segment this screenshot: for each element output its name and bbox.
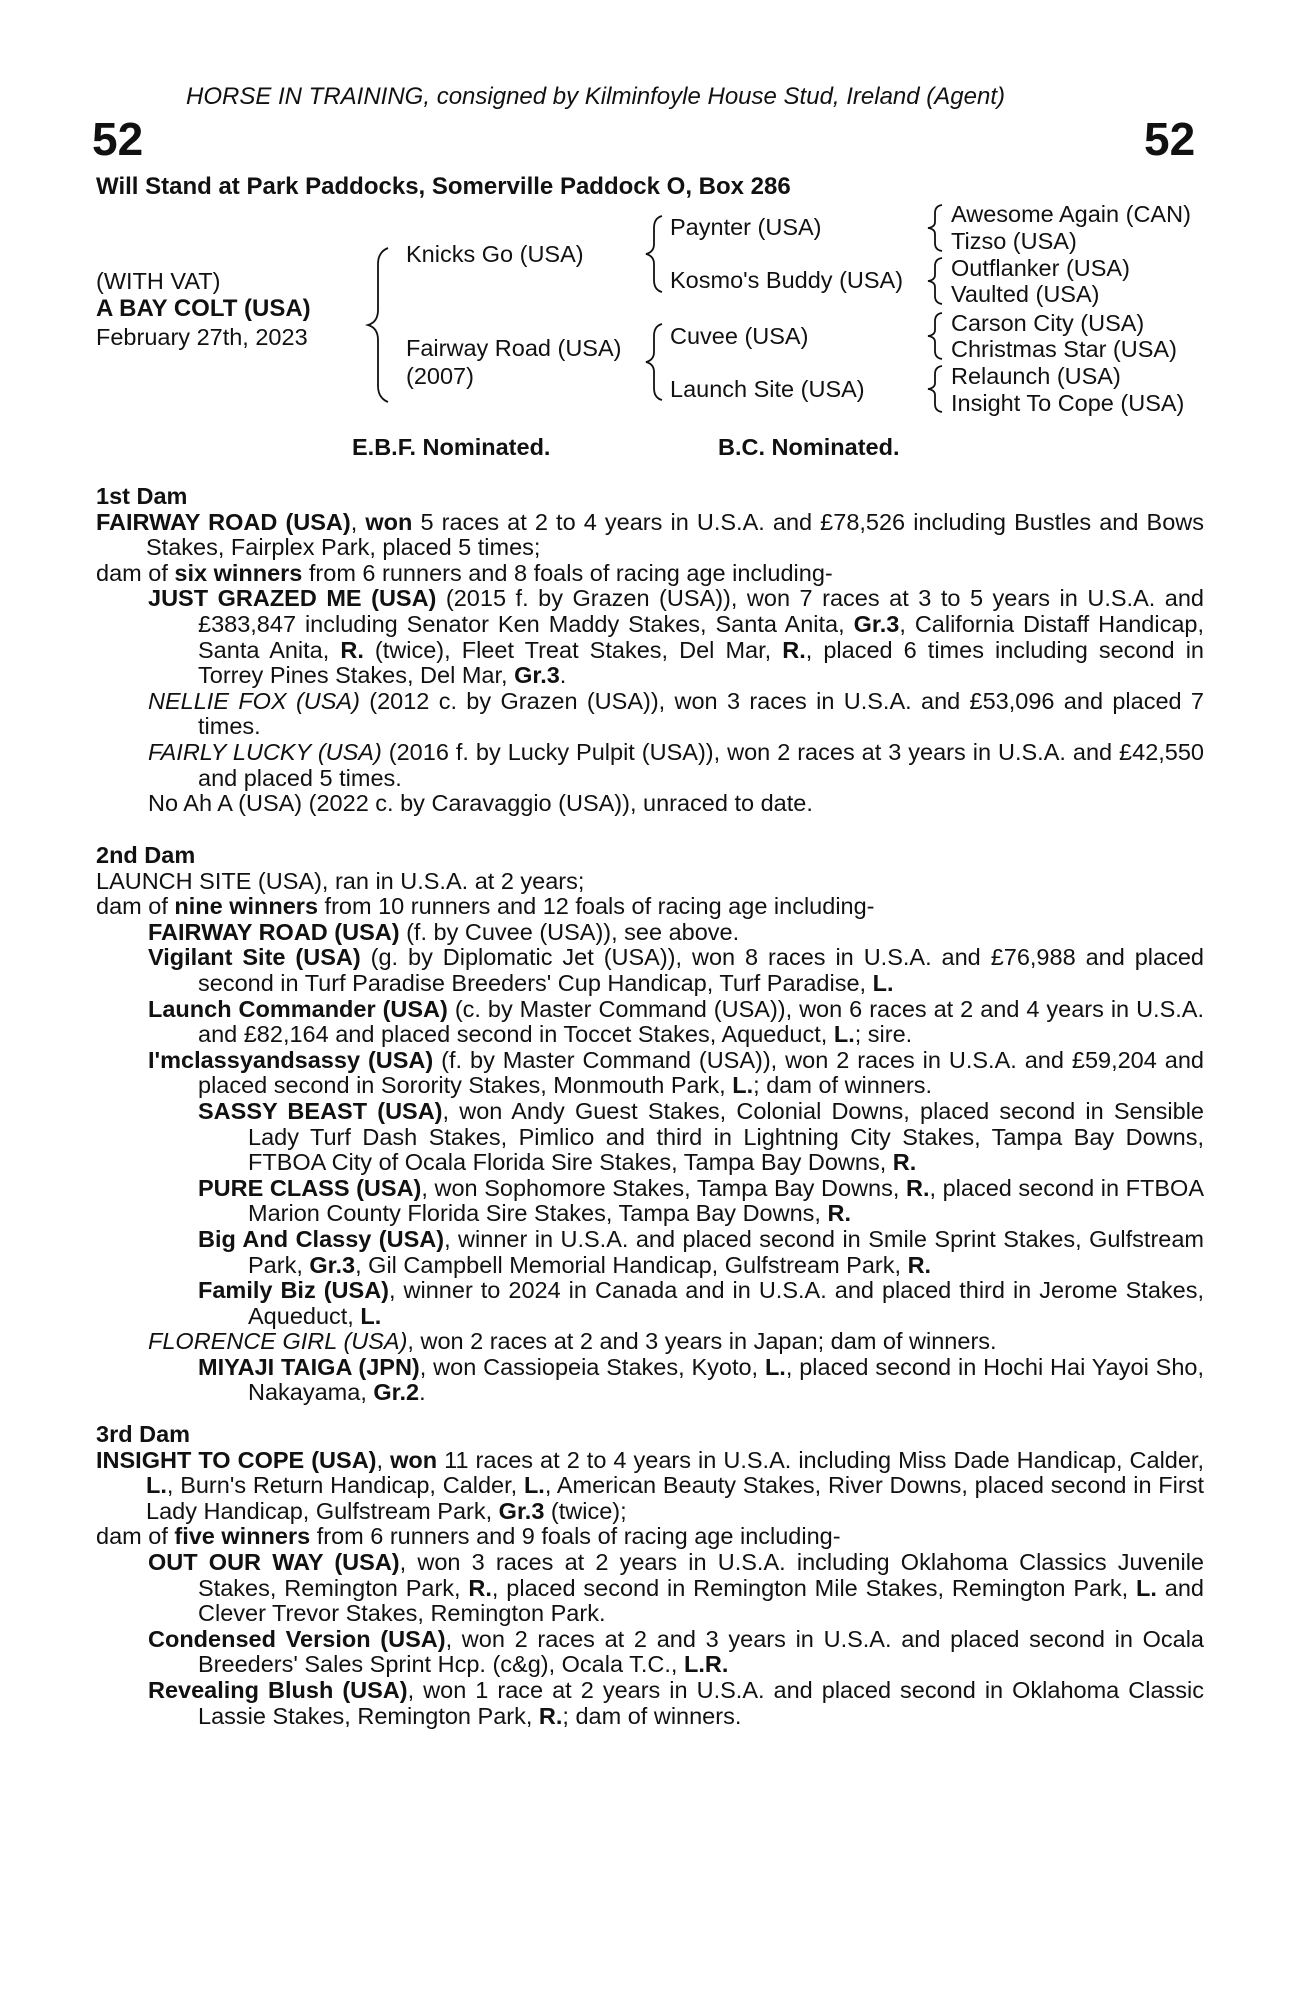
second-dam-produce-summary: dam of nine winners from 10 runners and 12 foals of racing age including- — [96, 893, 875, 920]
produce-entry: Vigilant Site (USA) (g. by Diplomatic Jet (USA)), won 8 races in U.S.A. and £76,988 and placed second in Turf Paradise Breeders' Cup Handicap, Turf Paradise, L. — [148, 944, 1204, 996]
produce-name: NELLIE FOX (USA) — [148, 687, 360, 714]
pedigree-brace-dam — [642, 322, 664, 402]
grandparent-2: Tizso (USA) — [951, 228, 1077, 254]
first-dam-record: FAIRWAY ROAD (USA), won 5 races at 2 to 4 years in U.S.A. and £78,526 including Bustles and Bows Stakes, Fairplex Park, placed 5 times; — [96, 508, 1205, 561]
second-dam-section — [96, 843, 1204, 1406]
produce-entry: Condensed Version (USA), won 2 races at 2 and 3 years in U.S.A. and placed second in Ocala Breeders' Sales Sprint Hcp. (c&g), Ocala T.C., L.R. — [148, 1625, 1204, 1678]
grand-produce-entry: SASSY BEAST (USA), won Andy Guest Stakes, Colonial Downs, placed second in Sensible Lady Turf Dash Stakes, Pimlico and third in Lightning City Stakes, Tampa Bay Downs, FTBOA City of Ocala Florida Sire Stakes, Tampa Bay Downs, R. — [198, 1097, 1204, 1176]
sire-sire: Paynter (USA) — [670, 214, 822, 240]
grand-produce-entry: Family Biz (USA), winner to 2024 in Canada and in U.S.A. and placed third in Jerome Stakes, Aqueduct, L. — [198, 1277, 1205, 1329]
foaling-date: February 27th, 2023 — [96, 324, 308, 350]
sire: Knicks Go (USA) — [406, 241, 584, 267]
lot-number-left: 52 — [92, 113, 144, 165]
produce-name: MIYAJI TAIGA (JPN) — [198, 1353, 420, 1380]
second-dam-heading: 2nd Dam — [96, 842, 196, 868]
ebf-nomination: E.B.F. Nominated. — [352, 434, 551, 460]
produce-entry: FAIRWAY ROAD (USA) (f. by Cuvee (USA)), see above. — [148, 918, 740, 945]
grandparent-6: Christmas Star (USA) — [951, 336, 1177, 362]
dam-dam: Launch Site (USA) — [670, 376, 865, 402]
lot-subject-name: A BAY COLT (USA) — [96, 295, 311, 322]
produce-name: OUT OUR WAY (USA) — [148, 1548, 400, 1575]
produce-name: FAIRLY LUCKY (USA) — [148, 738, 382, 765]
first-dam-produce-summary: dam of six winners from 6 runners and 8 foals of racing age including- — [96, 559, 833, 586]
third-dam-heading: 3rd Dam — [96, 1421, 191, 1447]
grandparent-1: Awesome Again (CAN) — [951, 201, 1191, 227]
dam-year: (2007) — [406, 363, 474, 389]
produce-name: PURE CLASS (USA) — [198, 1174, 422, 1201]
grandparent-4: Vaulted (USA) — [951, 281, 1100, 307]
first-dam-won: won — [365, 508, 413, 535]
produce-entry: NELLIE FOX (USA) (2012 c. by Grazen (USA)), won 3 races in U.S.A. and £53,096 and placed 7 times. — [148, 687, 1204, 740]
produce-name: FLORENCE GIRL (USA) — [148, 1328, 408, 1355]
produce-name: I'mclassyandsassy (USA) — [148, 1046, 434, 1073]
produce-name: Family Biz (USA) — [198, 1277, 389, 1304]
third-dam-produce-summary: dam of five winners from 6 runners and 9 foals of racing age including- — [96, 1523, 841, 1550]
consignor-line: HORSE IN TRAINING, consigned by Kilminfoyle House Stud, Ireland (Agent) — [186, 83, 1005, 110]
lot-number-right: 52 — [1144, 113, 1196, 165]
produce-name: Launch Commander (USA) — [148, 995, 448, 1022]
pedigree-brace-g4 — [924, 364, 944, 414]
first-dam-name: FAIRWAY ROAD (USA) — [96, 508, 351, 535]
produce-name: FAIRWAY ROAD (USA) — [148, 918, 400, 945]
pedigree-brace-main — [364, 246, 392, 404]
second-dam-record: LAUNCH SITE (USA), ran in U.S.A. at 2 years; — [96, 867, 585, 894]
produce-entry: JUST GRAZED ME (USA) (2015 f. by Grazen (USA)), won 7 races at 3 to 5 years in U.S.A. and £383,847 including Senator Ken Maddy Stakes, Santa Anita, Gr.3, California Distaff Handicap, Santa Anita, R. (twice), Fleet Treat Stakes, Del Mar, R., placed 6 times including second in Torrey Pines Stakes, Del Mar, Gr.3. — [148, 585, 1204, 689]
produce-entry: FAIRLY LUCKY (USA) (2016 f. by Lucky Pulpit (USA)), won 2 races at 3 years in U.S.A. and £42,550 and placed 5 times. — [148, 738, 1204, 791]
pedigree-brace-g2 — [924, 256, 944, 306]
produce-entry: I'mclassyandsassy (USA) (f. by Master Command (USA)), won 2 races in U.S.A. and £59,204 and placed second in Sorority Stakes, Monmouth Park, L.; dam of winners. — [148, 1046, 1204, 1099]
third-dam-name: INSIGHT TO COPE (USA) — [96, 1446, 377, 1473]
pedigree-brace-g3 — [924, 311, 944, 361]
pedigree-brace-g1 — [924, 203, 944, 253]
third-dam-section — [96, 1422, 1204, 1729]
grandparent-5: Carson City (USA) — [951, 310, 1145, 336]
grand-produce-entry: Big And Classy (USA), winner in U.S.A. and placed second in Smile Sprint Stakes, Gulfstream Park, Gr.3, Gil Campbell Memorial Handicap, Gulfstream Park, R. — [198, 1225, 1204, 1278]
produce-name: Revealing Blush (USA) — [148, 1676, 408, 1703]
third-dam-record: INSIGHT TO COPE (USA), won 11 races at 2 to 4 years in U.S.A. including Miss Dade Handicap, Calder, L., Burn's Return Handicap, Calder, L., American Beauty Stakes, River Downs, placed second in First Lady Handicap, Gulfstream Park, Gr.3 (twice); — [96, 1446, 1204, 1524]
produce-entry: No Ah A (USA) (2022 c. by Caravaggio (USA)), unraced to date. — [148, 790, 813, 817]
produce-name: Condensed Version (USA) — [148, 1625, 446, 1652]
vat-note: (WITH VAT) — [96, 268, 221, 294]
grand-produce-entry: PURE CLASS (USA), won Sophomore Stakes, Tampa Bay Downs, R., placed second in FTBOA Marion County Florida Sire Stakes, Tampa Bay Downs, R. — [198, 1174, 1205, 1227]
grandparent-8: Insight To Cope (USA) — [951, 390, 1185, 416]
pedigree-brace-sire — [642, 214, 664, 294]
stand-line: Will Stand at Park Paddocks, Somerville Paddock O, Box 286 — [96, 173, 791, 200]
dam: Fairway Road (USA) — [406, 335, 622, 361]
produce-entry: Revealing Blush (USA), won 1 race at 2 years in U.S.A. and placed second in Oklahoma Classic Lassie Stakes, Remington Park, R.; dam of winners. — [148, 1676, 1204, 1729]
produce-entry: Launch Commander (USA) (c. by Master Command (USA)), won 6 races at 2 and 4 years in U.S.A. and £82,164 and placed second in Toccet Stakes, Aqueduct, L.; sire. — [148, 995, 1204, 1048]
produce-entry: OUT OUR WAY (USA), won 3 races at 2 years in U.S.A. including Oklahoma Classics Juvenile Stakes, Remington Park, R., placed second in Remington Mile Stakes, Remington Park, L. and Clever Trevor Stakes, Remington Park. — [148, 1548, 1204, 1627]
bc-nomination: B.C. Nominated. — [718, 434, 900, 460]
grand-produce-entry: MIYAJI TAIGA (JPN), won Cassiopeia Stakes, Kyoto, L., placed second in Hochi Hai Yayoi Sho, Nakayama, Gr.2. — [198, 1353, 1204, 1406]
produce-entry: FLORENCE GIRL (USA), won 2 races at 2 and 3 years in Japan; dam of winners. — [148, 1328, 997, 1355]
produce-name: Big And Classy (USA) — [198, 1225, 445, 1252]
first-dam-section — [96, 484, 1204, 817]
first-dam-heading: 1st Dam — [96, 483, 188, 509]
sire-dam: Kosmo's Buddy (USA) — [670, 267, 904, 293]
produce-name: SASSY BEAST (USA) — [198, 1097, 443, 1124]
grandparent-3: Outflanker (USA) — [951, 255, 1130, 281]
dam-sire: Cuvee (USA) — [670, 323, 809, 349]
produce-name: JUST GRAZED ME (USA) — [148, 585, 437, 612]
produce-name: Vigilant Site (USA) — [148, 944, 361, 971]
grandparent-7: Relaunch (USA) — [951, 363, 1121, 389]
